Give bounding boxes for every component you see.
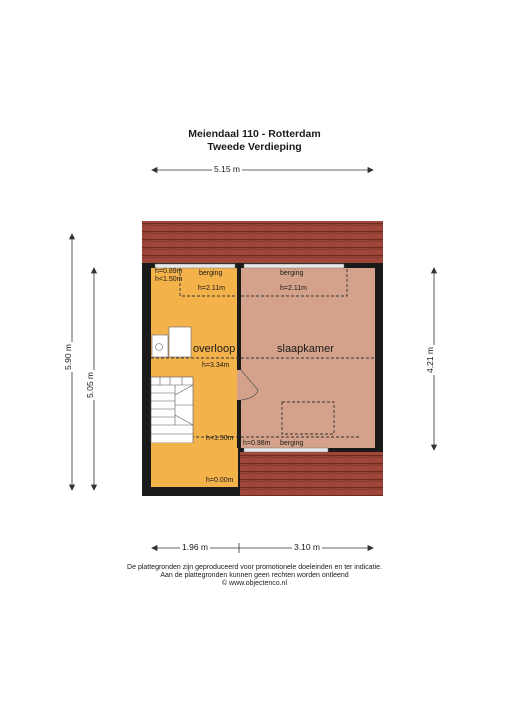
room-label-slaapkamer: slaapkamer [277, 343, 334, 355]
disclaimer-line-2: Aan de plattegronden kunnen geen rechten worden ontleend [160, 572, 349, 579]
room-label-berging-bottom: berging [280, 440, 304, 447]
hall-cabinet-small [152, 335, 168, 357]
roof-tiles-top [142, 221, 383, 269]
height-label-000: h=0.00m [206, 477, 234, 484]
copyright-line: © www.objectenco.nl [221, 580, 288, 587]
height-label-150-bottom: h<1.50m [206, 435, 234, 442]
room-label-overloop: overloop [193, 343, 236, 355]
height-dimension-left-outer: 5.90 m [63, 344, 73, 370]
staircase [151, 377, 193, 443]
height-label-211-right: h=2.11m [280, 285, 307, 292]
width-dimension-bottom-left: 1.96 m [182, 542, 208, 552]
width-dimension-bottom-right: 3.10 m [294, 542, 320, 552]
width-dimension-top: 5.15 m [214, 164, 240, 174]
window-bottom [244, 448, 328, 452]
room-label-berging-left: berging [199, 270, 223, 277]
height-label-150-top: h<1.50m [155, 276, 183, 283]
height-label-098: h=0.98m [243, 440, 271, 447]
height-label-334: h=3.34m [202, 362, 230, 369]
roof-tiles-bottom [240, 452, 383, 496]
height-label-089: h=0.89m [155, 268, 183, 275]
room-label-berging-right: berging [280, 270, 304, 277]
hall-cabinet [169, 327, 191, 357]
plan-title: Meiendaal 110 - Rotterdam [188, 128, 321, 140]
floor-subtitle: Tweede Verdieping [207, 141, 302, 153]
height-dimension-right: 4.21 m [425, 347, 435, 373]
height-dimension-left-inner: 5.05 m [85, 372, 95, 398]
disclaimer-line-1: De plattegronden zijn geproduceerd voor promotionele doeleinden en ter indicatie. [127, 564, 382, 571]
height-label-211-left: h=2.11m [198, 285, 225, 292]
window-top-right [244, 264, 344, 268]
